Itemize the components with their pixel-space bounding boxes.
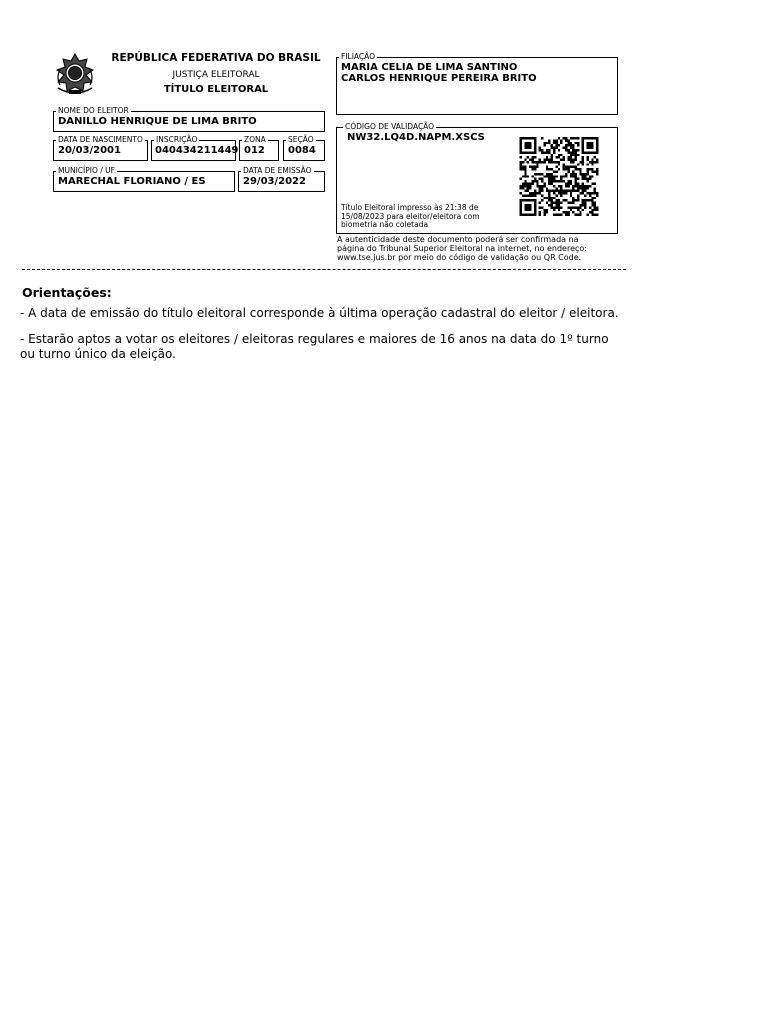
guidance-item-2-line-2: ou turno único da eleição.: [20, 347, 176, 361]
filiation-label: FILIAÇÃO: [341, 52, 376, 61]
guidance-item-1: [20, 306, 620, 321]
birth-date-field: [53, 135, 148, 161]
authenticity-line-3: www.tse.jus.br por meio do código de validação ou QR Code.: [337, 253, 582, 262]
registration-number: 040434211449: [155, 145, 239, 156]
guidance-title: Orientações:: [22, 285, 112, 300]
section-label: SEÇÃO: [288, 135, 314, 144]
court-name: JUSTIÇA ELEITORAL: [172, 70, 260, 80]
zone-label: ZONA: [244, 135, 266, 144]
section-field: [283, 135, 325, 161]
filiation-field: [336, 52, 618, 115]
guidance-item-1-text: - A data de emissão do título eleitoral corresponde à última operação cadastral do eleitor / eleitora.: [20, 306, 619, 320]
parent-1: MARIA CELIA DE LIMA SANTINO: [341, 62, 518, 73]
voter-name-field: [53, 106, 325, 132]
republic-title: REPÚBLICA FEDERATIVA DO BRASIL: [111, 52, 321, 64]
zone-field: [239, 135, 279, 161]
validation-code: NW32.LQ4D.NAPM.XSCS: [347, 132, 485, 143]
birth-date: 20/03/2001: [58, 145, 121, 156]
validation-label: CÓDIGO DE VALIDAÇÃO: [345, 122, 435, 131]
voter-name: DANILLO HENRIQUE DE LIMA BRITO: [58, 116, 257, 127]
voter-name-label: NOME DO ELEITOR: [58, 106, 129, 115]
issue-date-label: DATA DE EMISSÃO: [243, 166, 312, 175]
printed-note-line-1: Título Eleitoral impresso às 21:38 de: [341, 203, 479, 212]
issue-date: 29/03/2022: [243, 176, 306, 187]
printed-note-line-2: 15/08/2023 para eleitor/eleitora com: [341, 211, 480, 221]
printed-note: [341, 204, 480, 230]
zone-number: 012: [244, 145, 265, 156]
guidance-item-2-line-1: - Estarão aptos a votar os eleitores / eleitoras regulares e maiores de 16 anos na data do 1º turno: [20, 332, 609, 346]
issue-date-field: [238, 166, 325, 192]
printed-note-line-3: biometria não coletada: [341, 220, 429, 229]
document-title: TÍTULO ELEITORAL: [163, 84, 269, 95]
birth-date-label: DATA DE NASCIMENTO: [58, 135, 143, 144]
qr-code-icon[interactable]: [518, 137, 600, 216]
city-name: MARECHAL FLORIANO / ES: [58, 176, 206, 187]
cut-line-divider: [22, 269, 626, 270]
registration-label: INSCRIÇÃO: [156, 135, 198, 144]
brazil-coat-of-arms-icon: [52, 52, 98, 98]
guidance-item-2: [20, 332, 620, 362]
parent-2: CARLOS HENRIQUE PEREIRA BRITO: [341, 73, 537, 84]
city-field: [53, 166, 235, 192]
validation-field: [336, 122, 618, 234]
authenticity-line-2: página do Tribunal Superior Eleitoral na internet, no endereço:: [337, 244, 587, 253]
registration-field: [151, 135, 239, 161]
authenticity-line-1: A autenticidade deste documento poderá ser confirmada na: [337, 235, 579, 244]
section-number: 0084: [288, 145, 316, 156]
authenticity-note: [337, 235, 587, 262]
city-label: MUNICÍPIO / UF: [58, 166, 115, 175]
